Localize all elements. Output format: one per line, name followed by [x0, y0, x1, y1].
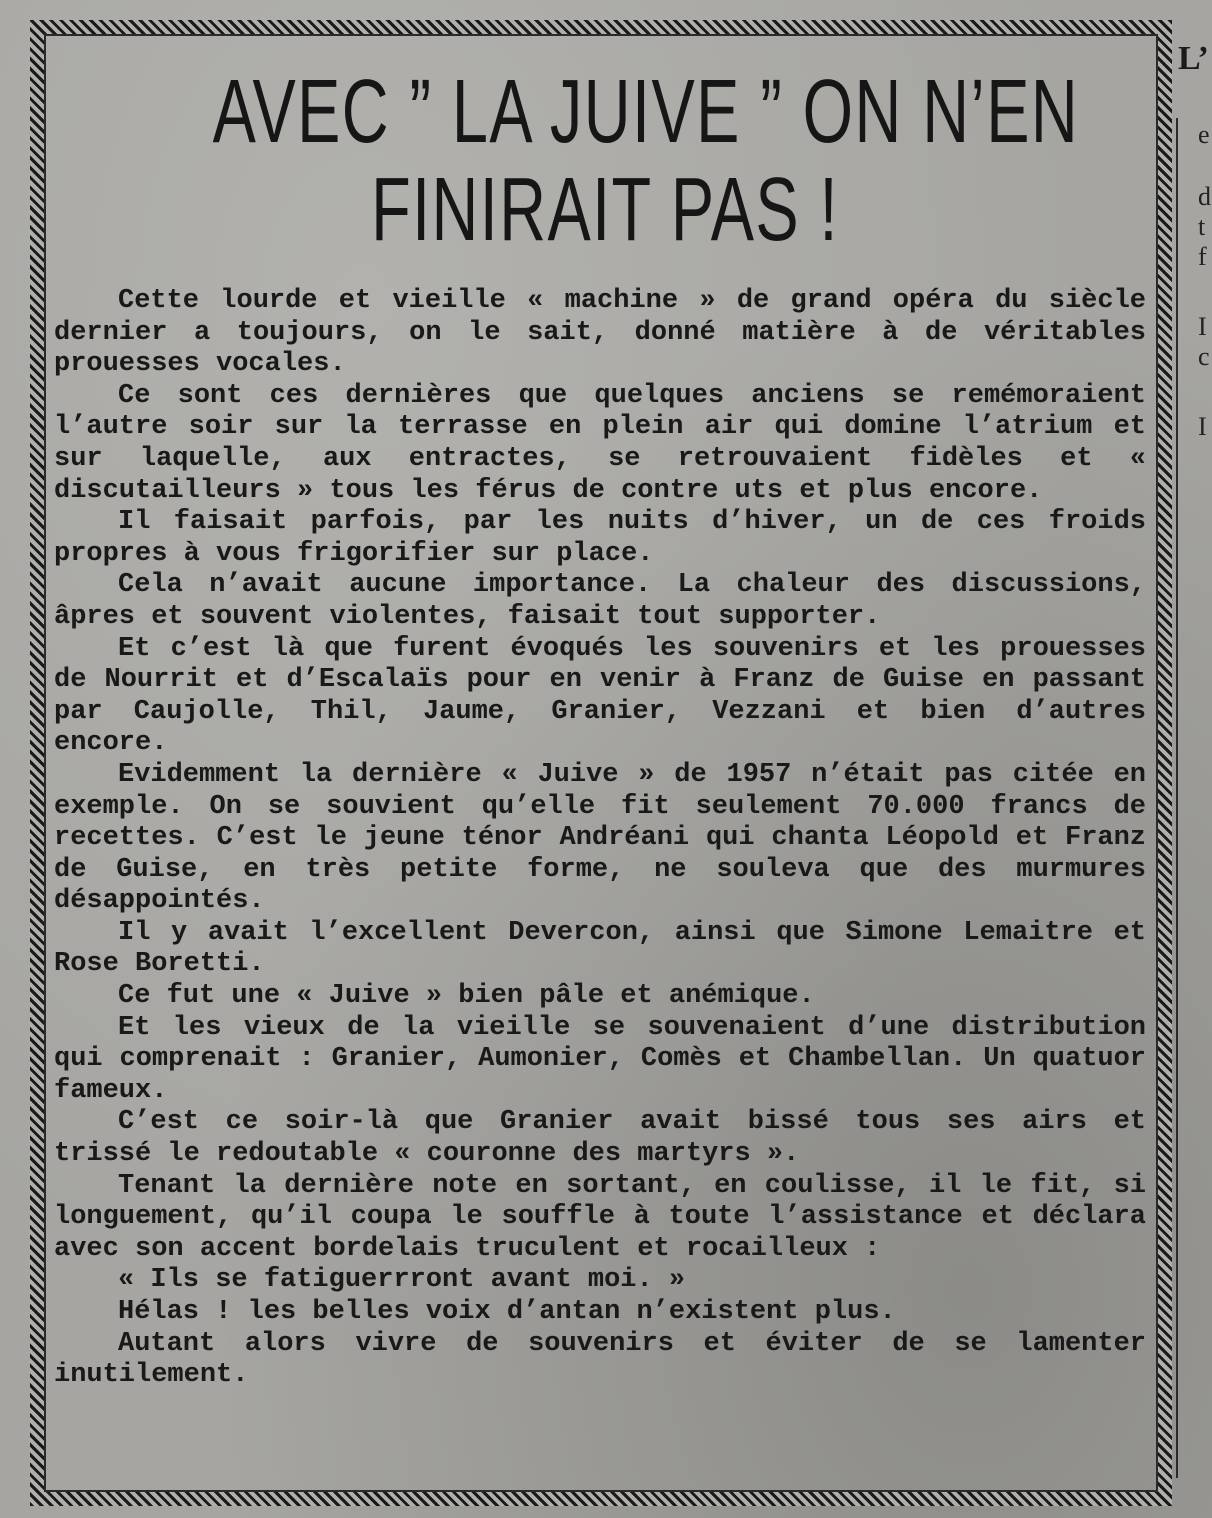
adjacent-column-fragment: I [1198, 412, 1207, 441]
paragraph: Hélas ! les belles voix d’antan n’existent plus. [118, 1297, 896, 1327]
paragraph: Il faisait parfois, par les nuits d’hiver, un de ces froids propres à vous frigorifier sur place. [54, 507, 1146, 569]
paragraph: Ce fut une « Juive » bien pâle et anémique. [118, 981, 815, 1012]
adjacent-column-fragment: t [1198, 212, 1206, 241]
paragraph: Et les vieux de la vieille se souvenaient d’une distribution qui comprenait : Granier, Aumonier, Comès et Chambellan. Un quatuor fameux. [54, 1012, 1146, 1106]
paragraph: Il y avait l’excellent Devercon, ainsi que Simone Lemaitre et Rose Boretti. [54, 917, 1146, 980]
adjacent-column-fragment: e [1198, 120, 1210, 149]
article-body [54, 286, 1146, 1392]
paragraph: « Ils se fatiguerrront avant moi. » [118, 1265, 686, 1296]
adjacent-column-fragment: f [1198, 242, 1207, 271]
paragraph: Ce sont ces dernières que quelques anciens se remémoraient l’autre soir sur la terrasse en plein air qui domine l’atrium et sur laquelle, aux entractes, se retrouvaient fidèles et « discutailleurs » tous les férus de contre uts et plus encore. [54, 380, 1146, 506]
column-rule [1176, 118, 1178, 1478]
headline [60, 62, 1150, 260]
headline-line-2: FINIRAIT PAS ! [371, 160, 839, 260]
paragraph: Autant alors vivre de souvenirs et éviter de se lamenter inutilement. [54, 1328, 1146, 1391]
headline-line-1: AVEC ” LA JUIVE ” ON N’EN [212, 62, 1080, 162]
paragraph: Cela n’avait aucune importance. La chaleur des discussions, âpres et souvent violentes, faisait tout supporter. [54, 570, 1146, 632]
paragraph: Tenant la dernière note en sortant, en coulisse, il le fit, si longuement, qu’il coupa le souffle à toute l’assistance et déclara avec son accent bordelais truculent et rocailleux : [54, 1170, 1146, 1264]
adjacent-column-header: L’ [1178, 40, 1209, 77]
adjacent-column-fragment: d [1198, 182, 1211, 211]
paragraph: C’est ce soir-là que Granier avait bissé tous ses airs et trissé le redoutable « couronne des martyrs ». [54, 1107, 1146, 1170]
paragraph: Et c’est là que furent évoqués les souvenirs et les prouesses de Nourrit et d’Escalaïs pour en venir à Franz de Guise en passant par Caujolle, Thil, Jaume, Granier, Vezzani et bien d’autres encore. [54, 633, 1146, 759]
adjacent-column-fragment: c [1198, 342, 1210, 371]
paragraph: Evidemment la dernière « Juive » de 1957 n’était pas citée en exemple. On se souvient qu’elle fit seulement 70.000 francs de recettes. C’est le jeune ténor Andréani qui chanta Léopold et Franz de Guise, en très petite forme, ne souleva que des murmures désappointés. [54, 759, 1146, 917]
paragraph: Cette lourde et vieille « machine » de grand opéra du siècle dernier a toujours, on le sait, donné matière à de véritables prouesses vocales. [54, 286, 1146, 380]
adjacent-column-fragment: I [1198, 312, 1207, 341]
